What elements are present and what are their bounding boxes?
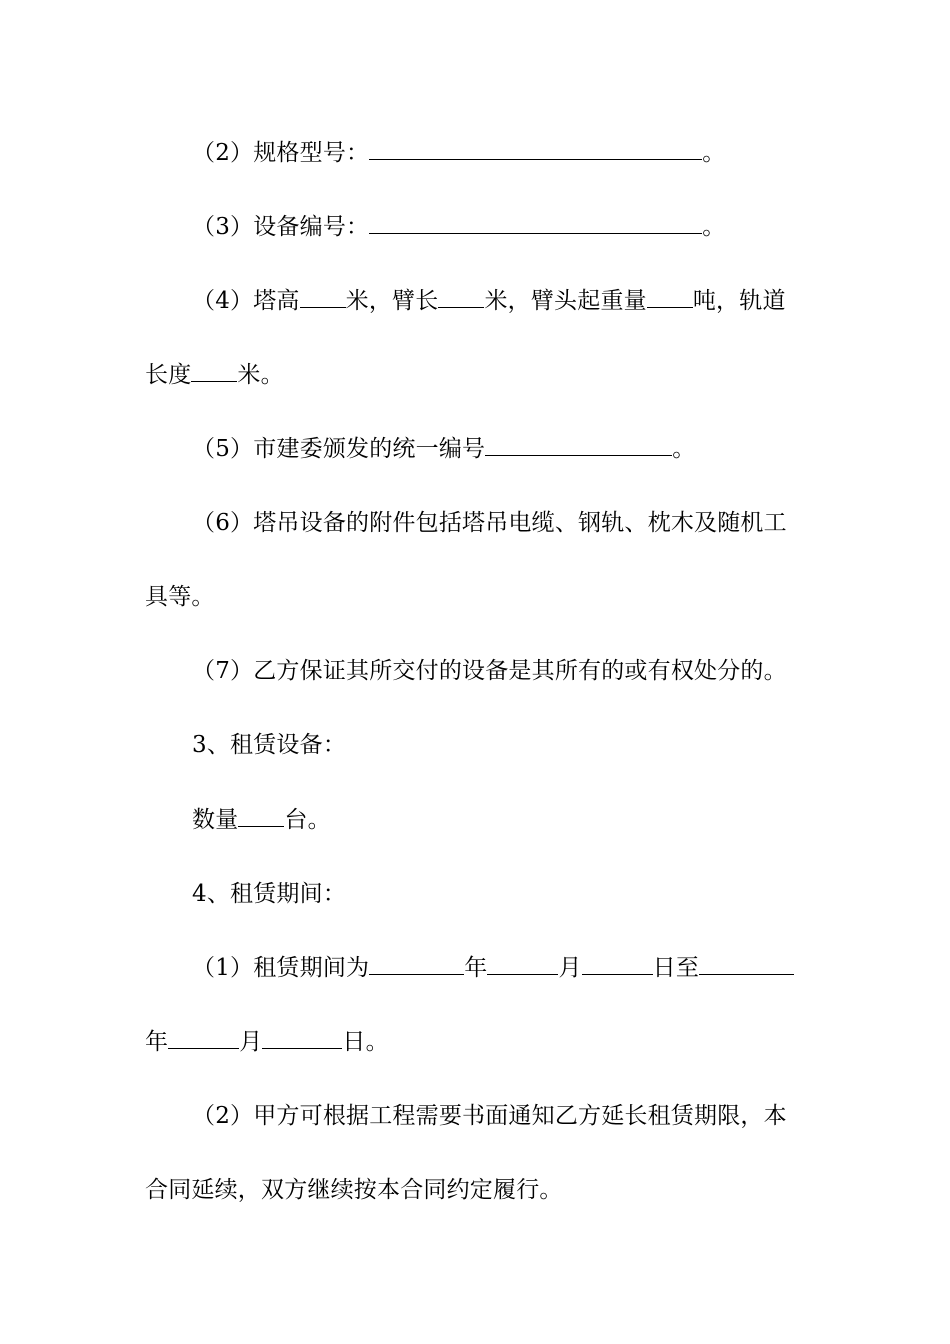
- accessories-line: （6）塔吊设备的附件包括塔吊电缆、钢轨、枕木及随机工: [192, 510, 787, 536]
- unified-number-label: （5）市建委颁发的统一编号: [192, 436, 486, 462]
- end-day-blank: [262, 1028, 342, 1049]
- ownership-line: （7）乙方保证其所交付的设备是其所有的或有权处分的。: [192, 658, 787, 684]
- extension-line-cont: 合同延续，双方继续按本合同约定履行。: [145, 1177, 563, 1203]
- day-to-label: 日至: [652, 955, 700, 981]
- tower-height-blank: [300, 287, 346, 308]
- end-year-blank: [699, 954, 794, 975]
- lease-period-line-cont: [145, 1027, 810, 1057]
- line-end: 。: [672, 436, 696, 462]
- quantity-unit: 台。: [284, 807, 331, 833]
- track-length-blank: [191, 361, 237, 382]
- start-month-blank: [487, 954, 558, 975]
- accessories-line-cont: 具等。: [145, 584, 215, 610]
- arm-length-blank: [438, 287, 484, 308]
- year-label: 年: [464, 955, 488, 981]
- section-3-heading: 3、租赁设备：: [192, 732, 347, 758]
- quantity-blank: [238, 806, 284, 827]
- equipment-number-blank: [369, 213, 702, 234]
- track-label: 吨，轨道: [692, 288, 786, 314]
- quantity-label: 数量: [192, 807, 239, 833]
- lease-period-line: [145, 953, 857, 983]
- month-label: 月: [558, 955, 582, 981]
- track-length-label: 长度: [145, 362, 192, 388]
- track-length-unit: 米。: [237, 362, 284, 388]
- tower-height-label: （4）塔高: [192, 288, 300, 314]
- day-label: 日。: [342, 1029, 389, 1055]
- tower-spec-line: [145, 286, 857, 316]
- lifting-weight-label: 米，臂头起重量: [484, 288, 647, 314]
- spec-model-blank: [369, 139, 702, 160]
- arm-length-label: 米，臂长: [345, 288, 439, 314]
- line-end: 。: [702, 214, 726, 240]
- start-day-blank: [582, 954, 653, 975]
- unified-number-blank: [485, 435, 672, 456]
- section-4-heading: 4、租赁期间：: [192, 881, 347, 907]
- equipment-number-label: （3）设备编号：: [192, 214, 370, 240]
- unified-number-line: [145, 434, 857, 464]
- year-label: 年: [145, 1029, 169, 1055]
- spec-model-label: （2）规格型号：: [192, 140, 370, 166]
- end-month-blank: [168, 1028, 239, 1049]
- extension-line: （2）甲方可根据工程需要书面通知乙方延长租赁期限，本: [192, 1103, 787, 1129]
- lease-period-label: （1）租赁期间为: [192, 955, 370, 981]
- equipment-number-line: [145, 212, 857, 242]
- lifting-weight-blank: [647, 287, 693, 308]
- line-end: 。: [702, 140, 726, 166]
- month-label: 月: [239, 1029, 263, 1055]
- quantity-line: [145, 805, 857, 835]
- spec-model-line: [145, 138, 857, 168]
- start-year-blank: [369, 954, 464, 975]
- track-length-line: [145, 360, 810, 390]
